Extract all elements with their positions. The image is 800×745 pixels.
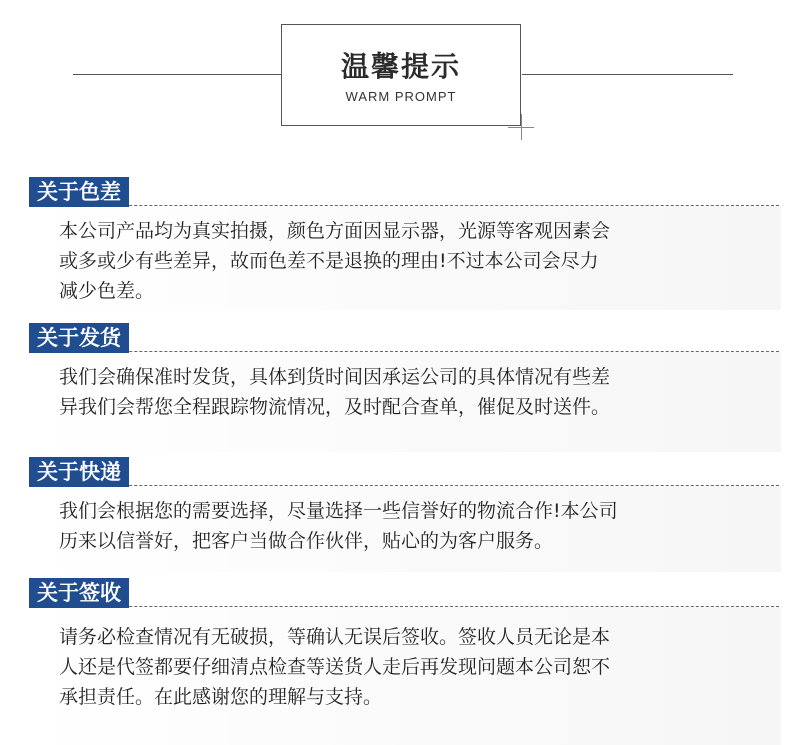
dashed-divider (29, 351, 779, 352)
body-line: 异我们会帮您全程跟踪物流情况，及时配合查单，催促及时送件。 (59, 396, 611, 418)
page-subtitle: WARM PROMPT (345, 89, 457, 104)
header-rule-left (73, 74, 281, 75)
body-line: 我们会根据您的需要选择，尽量选择一些信誉好的物流合作!本公司 (59, 500, 618, 522)
dashed-divider (29, 485, 779, 486)
section-body (59, 496, 739, 556)
section-body (59, 362, 739, 422)
body-line: 本公司产品均为真实拍摄，颜色方面因显示器，光源等客观因素会 (59, 220, 611, 242)
body-line: 减少色差。 (59, 280, 155, 302)
body-line: 请务必检查情况有无破损，等确认无误后签收。签收人员无论是本 (59, 626, 611, 648)
page-title: 温馨提示 (340, 50, 461, 83)
section-body (59, 216, 739, 306)
header-rule-right (522, 74, 733, 75)
dashed-divider (29, 205, 779, 206)
section-tag: 关于签收 (29, 578, 129, 608)
dashed-divider (29, 606, 779, 607)
section-tag: 关于快递 (29, 457, 129, 487)
crosshair-decoration-vertical (521, 114, 522, 140)
body-line: 历来以信誉好，把客户当做合作伙伴，贴心的为客户服务。 (59, 530, 554, 552)
body-line: 人还是代签都要仔细清点检查等送货人走后再发现问题本公司恕不 (59, 656, 611, 678)
section-body (59, 622, 739, 712)
header-box (281, 24, 521, 126)
body-line: 承担责任。在此感谢您的理解与支持。 (59, 686, 383, 708)
section-tag: 关于发货 (29, 323, 129, 353)
section-tag: 关于色差 (29, 177, 129, 207)
body-line: 我们会确保准时发货，具体到货时间因承运公司的具体情况有些差 (59, 366, 611, 388)
body-line: 或多或少有些差异，故而色差不是退换的理由!不过本公司会尽力 (59, 250, 599, 272)
